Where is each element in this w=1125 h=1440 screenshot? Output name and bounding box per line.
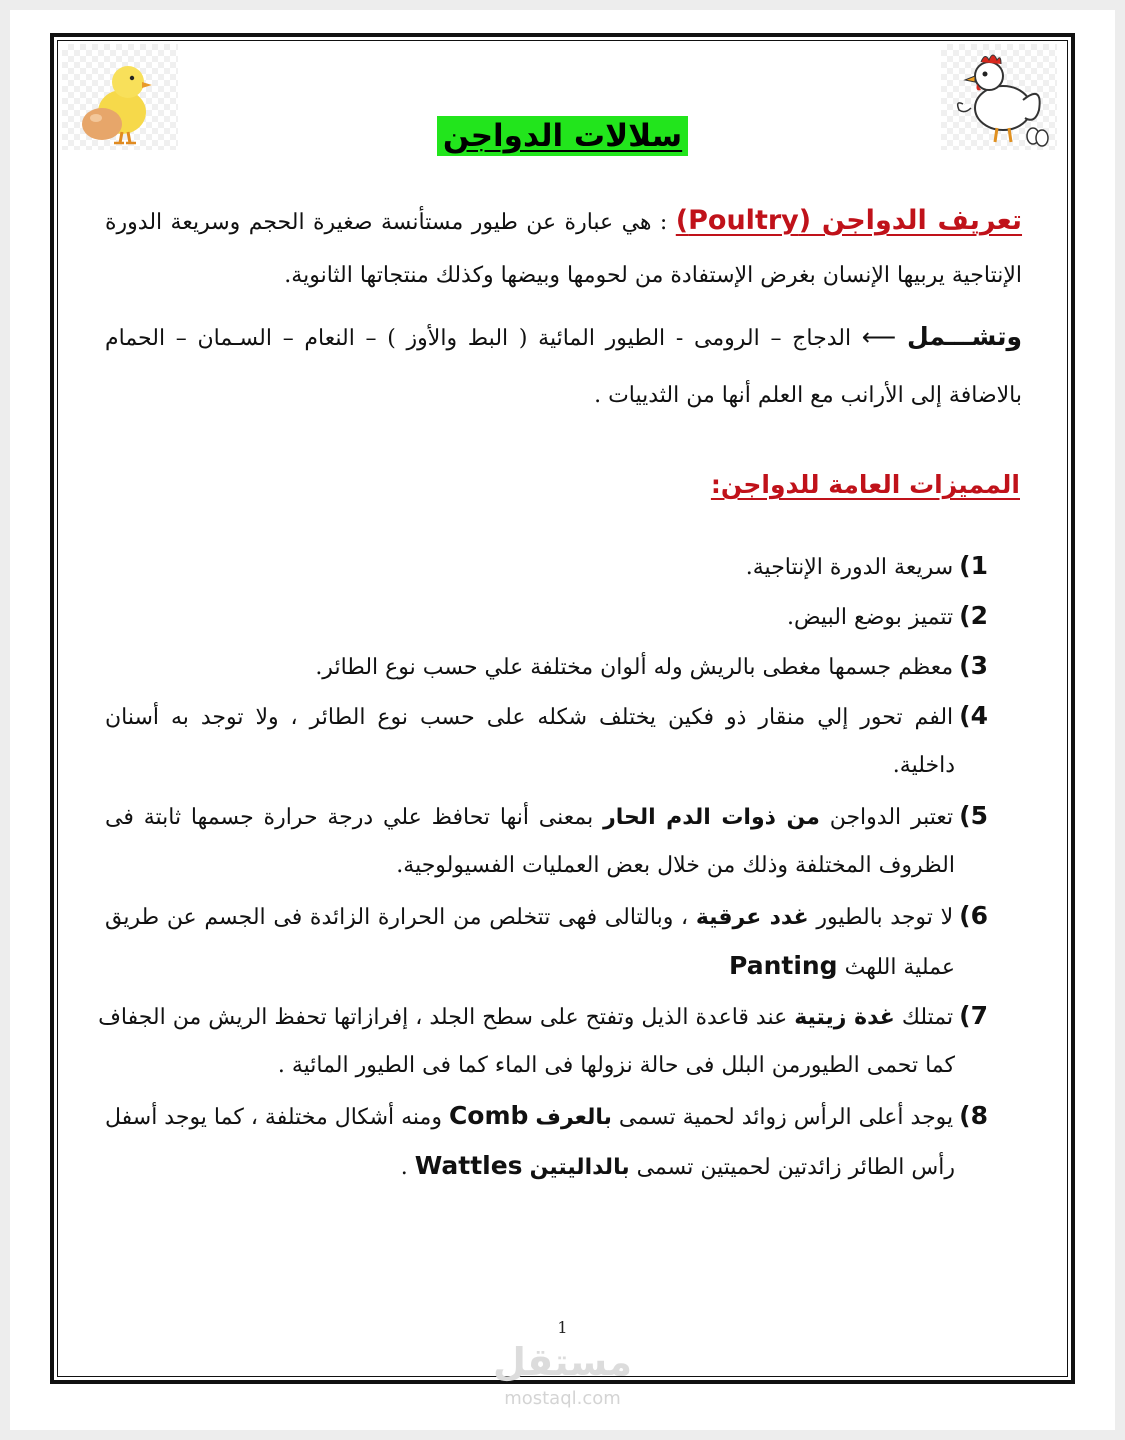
feature-6-line-2: [105, 946, 955, 988]
includes-line-2: بالاضافة إلى الأرانب مع العلم أنها من الثدييات .: [594, 383, 1022, 408]
feature-6-number: 6): [959, 901, 988, 930]
feature-5: [105, 796, 988, 838]
feature-5-text-a: تعتبر الدواجن: [829, 805, 954, 830]
feature-6-bold: غدد عرقية: [695, 905, 809, 930]
feature-7-number: 7): [959, 1001, 988, 1030]
includes-text-1: الدجاج – الرومى - الطيور المائية ( البط والأوز ) – النعام – السـمان – الحمام: [105, 326, 852, 351]
feature-7-bold: غدة زيتية: [794, 1005, 895, 1030]
feature-2-text: تتميز بوضع البيض.: [786, 605, 954, 630]
includes-line-1: [105, 316, 1022, 360]
feature-4-number: 4): [959, 701, 988, 730]
feature-3-number: 3): [959, 651, 988, 680]
feature-8-bold-2: بالداليتين: [529, 1155, 630, 1180]
feature-5-number: 5): [959, 801, 988, 830]
title-container: [0, 116, 1125, 156]
feature-7-text-c: عند قاعدة الذيل وتفتح على سطح الجلد ، إفرازاتها تحفظ الريش من الجفاف: [98, 1005, 788, 1030]
includes-label: وتشـــمل: [906, 322, 1023, 351]
feature-6-text-c: ، وبالتالى فهى تتخلص من الحرارة الزائدة فى الجسم عن طريق: [105, 905, 689, 930]
feature-7: [98, 996, 988, 1038]
feature-7-line-2: كما تحمى الطيورمن البلل فى حالة نزولها فى الماء كما فى الطيور المائية .: [277, 1053, 955, 1078]
feature-8-text-2a: رأس الطائر زائدتين لحميتين تسمى: [636, 1155, 955, 1180]
feature-2: [105, 596, 988, 638]
feature-5-bold: من ذوات الدم الحار: [603, 805, 820, 830]
page-number: 1: [557, 1318, 568, 1337]
feature-1: [105, 546, 988, 588]
feature-1-number: 1): [959, 551, 988, 580]
feature-3: [105, 646, 988, 688]
feature-5-line-2: الظروف المختلفة وذلك من خلال بعض العمليات الفسيولوجية.: [396, 853, 955, 878]
feature-8-line-2: [105, 1146, 955, 1188]
feature-8-bold: بالعرف: [535, 1105, 612, 1130]
feature-8-text-2d: .: [400, 1155, 408, 1180]
page-title: سلالات الدواجن: [437, 116, 688, 156]
feature-7-text-a: تمتلك: [901, 1005, 954, 1030]
feature-6-text-a: لا توجد بالطيور: [816, 905, 954, 930]
watermark-url: mostaql.com: [504, 1388, 621, 1409]
feature-8: [105, 1096, 988, 1138]
feature-2-number: 2): [959, 601, 988, 630]
feature-8-number: 8): [959, 1101, 988, 1130]
definition-line-2: الإنتاجية يربيها الإنسان بغرض الإستفادة من لحومها وبيضها وكذلك منتجاتها الثانوية.: [284, 263, 1022, 288]
features-heading: المميزات العامة للدواجن:: [710, 470, 1020, 499]
definition-label: تعريف الدواجن (Poultry): [675, 205, 1023, 236]
feature-1-text: سريعة الدورة الإنتاجية.: [745, 555, 954, 580]
feature-6-text-2a: عملية اللهث: [844, 955, 955, 980]
feature-6-panting: Panting: [729, 951, 838, 980]
feature-8-wattles: Wattles: [414, 1151, 523, 1180]
feature-4-text-1: الفم تحور إلي منقار ذو فكين يختلف شكله على حسب نوع الطائر ، ولا توجد به أسنان: [105, 705, 954, 730]
feature-8-text-d: ومنه أشكال مختلفة ، كما يوجد أسفل: [104, 1105, 442, 1130]
feature-5-text-c: بمعنى أنها تحافظ علي درجة حرارة جسمها ثابتة فى: [105, 805, 594, 830]
features-heading-row: [105, 464, 1020, 506]
feature-8-text-a: يوجد أعلى الرأس زوائد لحمية تسمى: [618, 1105, 954, 1130]
feature-6: [105, 896, 988, 938]
definition-text-1: : هي عبارة عن طيور مستأنسة صغيرة الحجم وسريعة الدورة: [105, 210, 668, 235]
watermark-arabic: مستقل: [493, 1340, 632, 1384]
left-arrow-icon: ⟵: [861, 323, 897, 351]
feature-4-line-2: داخلية.: [892, 753, 955, 778]
feature-4: [105, 696, 988, 738]
definition-line-1: [105, 200, 1022, 244]
feature-8-comb: Comb: [448, 1101, 529, 1130]
feature-3-text: معظم جسمها مغطى بالريش وله ألوان مختلفة علي حسب نوع الطائر.: [315, 655, 954, 680]
